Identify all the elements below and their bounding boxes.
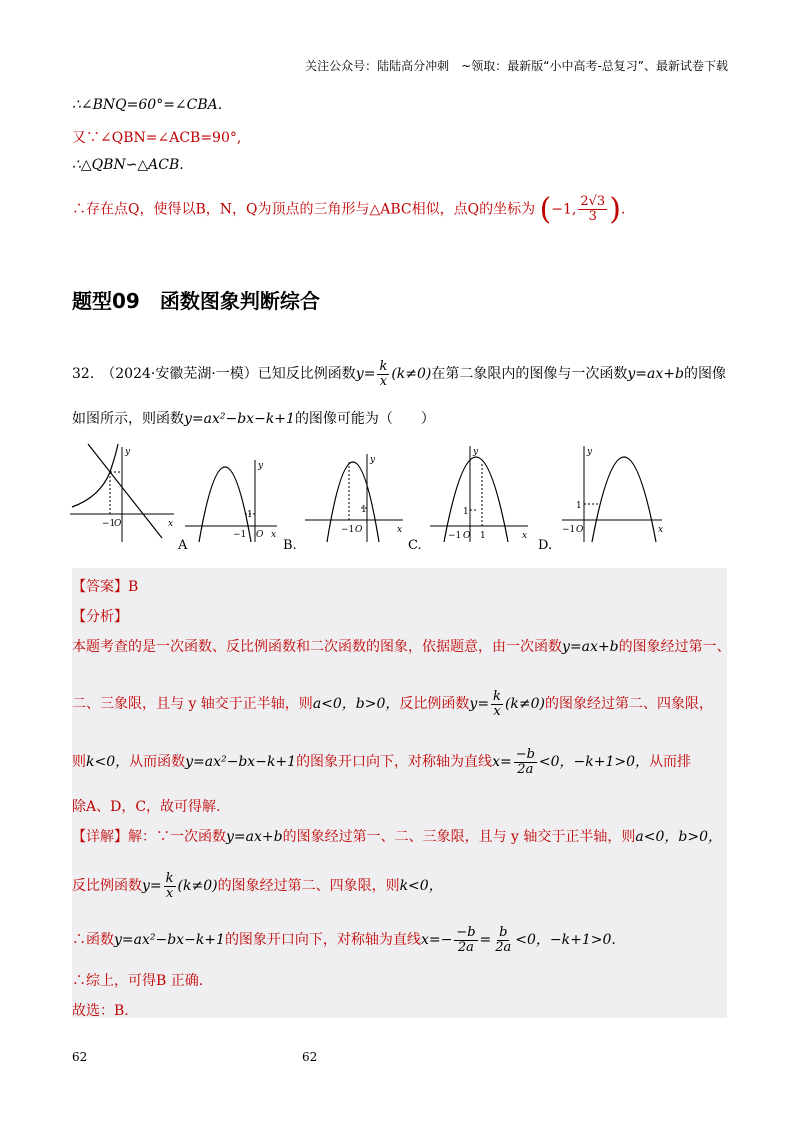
question-mid: 在第二象限内的图像与一次函数 <box>431 366 628 383</box>
a3c: 从而函数 <box>129 754 186 771</box>
origin-label: O <box>114 519 122 529</box>
y-label: y <box>473 447 479 457</box>
frac-den: x <box>379 373 388 389</box>
d2a: 反比例函数 <box>72 878 142 895</box>
k-over-x <box>491 690 503 718</box>
frac-num: −b <box>515 747 535 762</box>
a2e: (k≠0) <box>504 696 545 713</box>
linear-func: y=ax+b <box>627 366 684 383</box>
left-paren: ( <box>539 192 552 227</box>
d2b: y= <box>142 878 162 895</box>
frac-num: k <box>379 359 388 374</box>
a3a: 则 <box>72 754 86 771</box>
origin-label: O <box>256 530 264 540</box>
d1b: y=ax+b <box>226 829 283 845</box>
section-title: 题型09 函数图象判断综合 <box>72 289 320 313</box>
line-graph <box>88 444 162 538</box>
parabola <box>444 457 508 542</box>
k-over-x <box>377 360 389 388</box>
graph-option-d[interactable] <box>562 442 667 542</box>
a3f: x= <box>492 754 512 771</box>
proof-conclusion <box>72 192 625 227</box>
analysis-label: 【分析】 <box>72 609 128 625</box>
analysis-line-4: 除A、D，C，故可得解. <box>72 799 221 815</box>
frac-num: b <box>499 925 508 940</box>
one-label: 1 <box>361 505 367 515</box>
a1b: y=ax+b <box>562 639 619 655</box>
a1c: 的图象经过第一、 <box>618 639 731 655</box>
proof-line-3: ∴△QBN∽△ACB. <box>72 157 184 173</box>
proof-conclusion-text: ∴存在点Q，使得以B，N，Q为顶点的三角形与△ABC相似，点Q的坐标为 <box>72 201 536 218</box>
answer-label: 【答案】B <box>72 579 139 595</box>
d1d: a<0，b>0， <box>635 829 722 845</box>
one-label: 1 <box>247 510 253 520</box>
d2d: 的图象经过第二、四象限，则 <box>217 878 400 895</box>
origin-label: O <box>355 525 363 535</box>
frac-num: k <box>165 871 174 886</box>
frac-den: 2a <box>457 939 474 955</box>
frac-num: −b <box>456 925 476 940</box>
frac-num: k <box>493 689 501 704</box>
d2c: (k≠0) <box>177 878 218 895</box>
origin-label: O <box>463 531 471 541</box>
detail-line-4: ∴综上，可得B 正确. <box>72 973 204 989</box>
period: . <box>620 201 626 218</box>
k-condition: (k≠0) <box>391 366 432 383</box>
one-label: 1 <box>463 507 469 517</box>
parabola <box>592 457 656 542</box>
a2a: 二、三象限，且与 y 轴交于正半轴，则 <box>72 696 313 713</box>
d2e: k<0， <box>399 878 443 895</box>
graph-option-a[interactable] <box>185 442 280 542</box>
k-over-x <box>164 872 176 900</box>
d3b: y=ax²−bx−k+1 <box>114 932 225 949</box>
coord-x: −1, <box>551 201 577 218</box>
d3a: ∴函数 <box>72 932 114 949</box>
frac-den: x <box>493 703 501 719</box>
a2b: a<0，b>0， <box>312 696 400 713</box>
neg-b-over-2a <box>514 748 537 776</box>
detail-line-3 <box>72 926 616 954</box>
d3d: x=− <box>420 932 453 949</box>
proof-line-2 <box>72 127 241 147</box>
a1a: 本题考查的是一次函数、反比例函数和二次函数的图象，依据题意，由一次函数 <box>72 639 562 655</box>
question-l2c: 的图像可能为（ ） <box>294 411 435 427</box>
y-label: y <box>258 461 264 471</box>
x-label: x <box>522 531 528 541</box>
frac-1 <box>454 926 477 954</box>
detail-line-5: 故选：B. <box>72 1003 129 1019</box>
a2c: 反比例函数 <box>399 696 470 713</box>
detail-line-1 <box>72 826 722 846</box>
d3eq: = <box>479 932 492 949</box>
question-line-2 <box>72 408 435 428</box>
question-end: 的图像 <box>683 366 726 383</box>
right-paren: ) <box>609 192 621 227</box>
frac-den: 2a <box>495 939 512 955</box>
frac-den: 2a <box>517 761 534 777</box>
question-l2a: 如图所示，则函数 <box>72 411 184 427</box>
neg1-label: −1 <box>233 530 247 540</box>
d1c: 的图象经过第一、二、三象限，且与 y 轴交于正半轴，则 <box>282 829 636 845</box>
coord-y-fraction <box>578 195 607 223</box>
d3c: 的图象开口向下，对称轴为直线 <box>224 932 421 949</box>
option-a-label: A <box>178 538 188 553</box>
neg1-label: −1 <box>562 525 576 535</box>
neg1-label: −1 <box>102 519 116 529</box>
question-line-1 <box>72 360 726 388</box>
proof-line-2-text: 又∵∠QBN=∠ACB=90°, <box>72 130 242 146</box>
x-label: x <box>271 530 277 540</box>
a3d: y=ax²−bx−k+1 <box>185 754 297 771</box>
analysis-line-3 <box>72 748 691 776</box>
frac-num: 2√3 <box>580 194 606 210</box>
footer-page-mid: 62 <box>302 1050 318 1064</box>
analysis-line-2 <box>72 690 713 718</box>
a3h: 从而排 <box>649 754 692 771</box>
inverse-func: y= <box>355 366 376 383</box>
x-label: x <box>658 525 664 535</box>
frac-den: 3 <box>588 209 597 224</box>
y-label: y <box>587 447 593 457</box>
graph-option-b[interactable] <box>305 442 405 542</box>
y-label: y <box>125 447 131 457</box>
question-prefix: 32. （2024·安徽芜湖·一模）已知反比例函数 <box>72 366 356 383</box>
a3g: <0，−k+1>0， <box>538 754 650 771</box>
analysis-line-1 <box>72 636 731 656</box>
x-label: x <box>397 525 403 535</box>
a3b: k<0， <box>86 754 130 771</box>
quadratic-func: y=ax²−bx−k+1 <box>184 411 295 427</box>
option-d-label: D. <box>538 538 553 553</box>
a2f: 的图象经过第二、四象限， <box>544 696 713 713</box>
d3e: <0，−k+1>0. <box>515 932 616 949</box>
frac-2 <box>493 926 513 954</box>
origin-label: O <box>576 525 584 535</box>
page-header: 关注公众号：陆陆高分冲刺 ~领取：最新版“小中高考-总复习”、最新试卷下载 <box>305 59 728 73</box>
graph-option-c[interactable] <box>430 442 530 542</box>
detail-line-2 <box>72 872 443 900</box>
a2d: y= <box>469 696 490 713</box>
neg1-label: −1 <box>448 531 462 541</box>
y-label: y <box>370 455 376 465</box>
proof-line-1: ∴∠BNQ=60°=∠CBA. <box>72 97 223 113</box>
frac-den: x <box>165 885 174 901</box>
option-b-label: B. <box>283 538 297 553</box>
x-label: x <box>168 519 174 529</box>
one-label: 1 <box>576 501 582 511</box>
footer-page-left: 62 <box>72 1050 88 1064</box>
given-graph <box>70 442 180 542</box>
one-x-label: 1 <box>480 531 486 541</box>
d1a: 【详解】解：∵一次函数 <box>72 829 226 845</box>
neg1-label: −1 <box>341 525 355 535</box>
a3e: 的图象开口向下，对称轴为直线 <box>296 754 493 771</box>
option-c-label: C. <box>408 538 422 553</box>
